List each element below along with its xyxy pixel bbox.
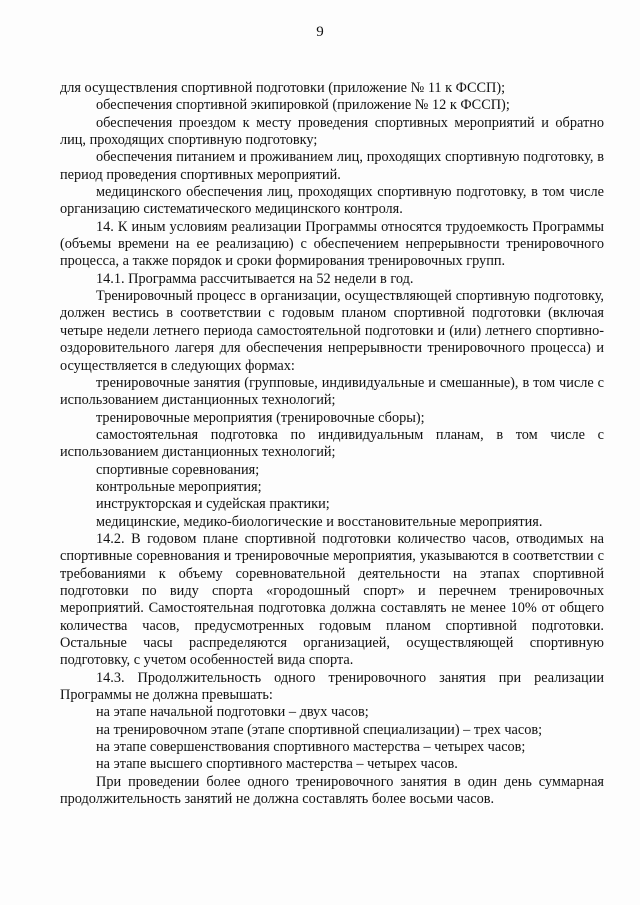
paragraph: тренировочные мероприятия (тренировочные сборы); — [96, 409, 425, 426]
paragraph: медицинские, медико-биологические и восстановительные мероприятия. — [96, 513, 543, 530]
paragraph: на тренировочном этапе (этапе спортивной специализации) – трех часов; — [96, 721, 543, 738]
paragraph: спортивные соревнования; — [96, 461, 260, 478]
document-body — [60, 80, 604, 808]
paragraph: тренировочные занятия (групповые, индивидуальные и смешанные), в том числе с использованием дистанционных технологий; — [60, 374, 604, 409]
paragraph: для осуществления спортивной подготовки (приложение № 11 к ФССП); — [60, 80, 506, 96]
paragraph: 14. К иным условиям реализации Программы относятся трудоемкость Программы (объемы времени на ее реализацию) с обеспечением непрерывности тренировочного процесса, а также порядок и сроки формирования тренировочных групп. — [60, 218, 604, 270]
paragraph: обеспечения проездом к месту проведения спортивных мероприятий и обратно лиц, проходящих спортивную подготовку; — [60, 114, 604, 149]
paragraph: Тренировочный процесс в организации, осуществляющей спортивную подготовку, должен вестись в соответствии с годовым планом спортивной подготовки (включая четыре недели летнего периода самостоятельной подготовки и (или) летнего спортивно-оздоровительного лагеря для обеспечения непрерывности тренировочного процесса) и осуществляется в следующих формах: — [60, 288, 604, 374]
paragraph: на этапе начальной подготовки – двух часов; — [96, 704, 369, 721]
paragraph: инструкторская и судейская практики; — [96, 496, 330, 513]
paragraph: При проведении более одного тренировочного занятия в один день суммарная продолжительность занятий не должна составлять более восьми часов. — [60, 773, 604, 808]
page-number: 9 — [316, 24, 324, 40]
paragraph: на этапе совершенствования спортивного мастерства – четырех часов; — [96, 739, 526, 756]
paragraph: 14.3. Продолжительность одного тренировочного занятия при реализации Программы не должна превышать: — [60, 669, 604, 704]
paragraph: 14.2. В годовом плане спортивной подготовки количество часов, отводимых на спортивные соревнования и тренировочные мероприятия, указываются в соответствии с требованиями к объему соревновательной деятельности на этапах спортивной подготовки по виду спорта «городошный спорт» и перечнем тренировочных мероприятий. Самостоятельная подготовка должна составлять не менее 10% от общего количества часов, предусмотренных годовым планом спортивной подготовки. Остальные часы распределяются организацией, осуществляющей спортивную подготовку, с учетом особенностей вида спорта. — [60, 530, 604, 669]
paragraph: 14.1. Программа рассчитывается на 52 недели в год. — [96, 270, 414, 287]
paragraph: медицинского обеспечения лиц, проходящих спортивную подготовку, в том числе организацию систематического медицинского контроля. — [60, 184, 604, 218]
paragraph: на этапе высшего спортивного мастерства – четырех часов. — [96, 756, 458, 773]
paragraph: контрольные мероприятия; — [96, 478, 262, 495]
paragraph: обеспечения питанием и проживанием лиц, проходящих спортивную подготовку, в период проведения спортивных мероприятий. — [60, 149, 604, 183]
paragraph: самостоятельная подготовка по индивидуальным планам, в том числе с использованием дистанционных технологий; — [60, 426, 604, 461]
paragraph: обеспечения спортивной экипировкой (приложение № 12 к ФССП); — [96, 97, 510, 114]
